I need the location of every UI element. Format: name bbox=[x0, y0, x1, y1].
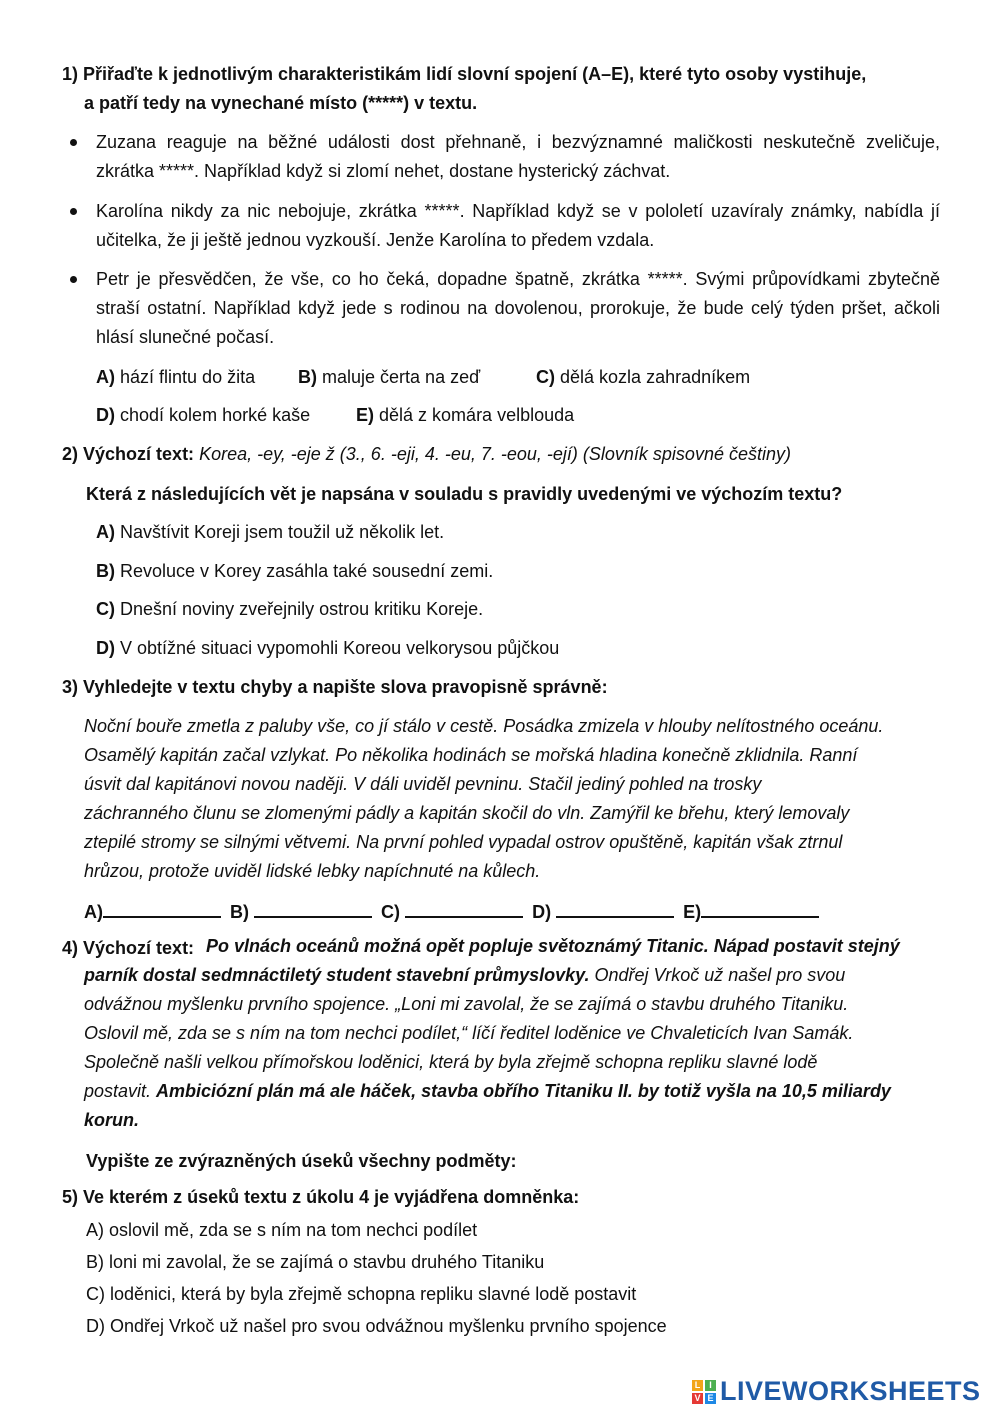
q4-text bbox=[84, 932, 940, 1135]
q3-line: hrůzou, protože uviděl lidské lebky napíchnuté na kůlech. bbox=[84, 861, 541, 881]
q1-option-c: C) dělá kozla zahradníkem bbox=[536, 367, 751, 387]
q2-question: Která z následujících vět je napsána v souladu s pravidly uvedenými ve výchozím textu? bbox=[86, 484, 843, 504]
q4-run: odvážnou myšlenku prvního spojence. „Loni mi zavolal, že se zajímá o stavbu druhého Titaniku. bbox=[84, 994, 849, 1014]
q2-option-c: C) Dnešní noviny zveřejnily ostrou kritiku Koreje. bbox=[96, 599, 484, 619]
q1-bullet-karolina bbox=[70, 197, 940, 255]
liveworksheets-wordmark: LIVEWORKSHEETS bbox=[720, 1376, 981, 1406]
answer-blank-e[interactable] bbox=[701, 898, 819, 918]
q2-option-b: B) Revoluce v Korey zasáhla také sousední zemi. bbox=[96, 561, 494, 581]
q4-run: Společně našli velkou přímořskou loděnici, která by byla zřejmě schopna repliku slavné lodě bbox=[84, 1052, 818, 1072]
q3-line: ztepilé stromy se silnými větvemi. Na první pohled vypadal ostrov opuštěně, kapitán však ztrnul bbox=[84, 832, 843, 852]
q1-option-d: D) chodí kolem horké kaše bbox=[96, 405, 311, 425]
q4-line bbox=[84, 1019, 940, 1048]
q4-highlighted-run: Po vlnách oceánů možná opět popluje světoznámý Titanic. Nápad postavit stejný bbox=[206, 936, 900, 956]
answer-blank-d[interactable] bbox=[556, 898, 674, 918]
liveworksheets-mark-icon: L I V E bbox=[692, 1380, 716, 1404]
q3-text bbox=[84, 712, 940, 886]
answer-blank-a[interactable] bbox=[103, 898, 221, 918]
liveworksheets-logo bbox=[692, 1376, 981, 1407]
q3-line: záchranného člunu se zlomenými pádly a kapitán skočil do vln. Zamýřil ke břehu, který lemovaly bbox=[84, 803, 850, 823]
q1-option-a: A) hází flintu do žita bbox=[96, 367, 256, 387]
q3-heading: 3) Vyhledejte v textu chyby a napište slova pravopisně správně: bbox=[62, 677, 608, 697]
q2-heading: 2) Výchozí text: Korea, -ey, -eje ž (3., 6. -eji, 4. -eu, 7. -eou, -ejí) (Slovník spisovné češtiny) bbox=[62, 444, 791, 464]
q1-bullet-text: Petr je přesvědčen, že vše, co ho čeká, dopadne špatně, zkrátka *****. Svými průpovídkami zbytečně straší ostatní. Například když jede s rodinou na dovolenou, prorokuje, že bude celý týden pršet, ačkoli hlásí slunečné počasí. bbox=[96, 269, 940, 347]
q1-option-e: E) dělá z komára velblouda bbox=[356, 405, 575, 425]
q3-line: Noční bouře zmetla z paluby vše, co jí stálo v cestě. Posádka zmizela v hlouby nelítostného oceánu. bbox=[84, 716, 884, 736]
q4-line bbox=[84, 990, 940, 1019]
q5-option-b: B) loni mi zavolal, že se zajímá o stavbu druhého Titaniku bbox=[86, 1252, 545, 1272]
q4-line bbox=[84, 961, 940, 990]
q1-bullet-petr bbox=[70, 265, 940, 352]
q4-line bbox=[84, 1106, 940, 1135]
q1-number: 1) bbox=[62, 64, 79, 84]
q5-option-a: A) oslovil mě, zda se s ním na tom nechci podílet bbox=[86, 1220, 478, 1240]
q5-heading: 5) Ve kterém z úseků textu z úkolu 4 je vyjádřena domněnka: bbox=[62, 1187, 580, 1207]
q4-run: Oslovil mě, zda se s ním na tom nechci podílet,“ líčí ředitel loděnice ve Chvaleticích Ivan Samák. bbox=[84, 1023, 854, 1043]
q1-option-b: B) maluje čerta na zeď bbox=[298, 367, 481, 387]
q1-title-line1: Přiřaďte k jednotlivým charakteristikám lidí slovní spojení (A–E), které tyto osoby vystihuje, bbox=[83, 64, 867, 84]
bullet-dot-icon bbox=[70, 276, 77, 283]
q3-line: Osamělý kapitán začal vzlykat. Po několika hodinách se mořská hladina konečně zklidnila. Ranní bbox=[84, 745, 858, 765]
q1-bullet-text: Zuzana reaguje na běžné události dost přehnaně, i bezvýznamné maličkosti neskutečně zveličuje, zkrátka *****. Například když si zlomí nehet, dostane hysterický záchvat. bbox=[96, 132, 940, 181]
bullet-dot-icon bbox=[70, 139, 77, 146]
q4-run: postavit. bbox=[84, 1081, 157, 1101]
answer-blank-b[interactable] bbox=[254, 898, 372, 918]
q4-line bbox=[84, 932, 940, 961]
q4-heading: 4) Výchozí text: bbox=[62, 938, 195, 958]
q2-source: Korea, -ey, -eje ž (3., 6. -eji, 4. -eu, 7. -eou, -ejí) (Slovník spisovné češtiny) bbox=[199, 444, 791, 464]
q4-highlighted-run: parník dostal sedmnáctiletý student stavební průmyslovky. bbox=[84, 965, 590, 985]
q2-option-d: D) V obtížné situaci vypomohli Koreou velkorysou půjčkou bbox=[96, 638, 560, 658]
answer-blank-c[interactable] bbox=[405, 898, 523, 918]
q1-title-line2: a patří tedy na vynechané místo (*****) v textu. bbox=[84, 93, 478, 113]
q1-heading bbox=[62, 60, 942, 118]
q2-option-a: A) Navštívit Koreji jsem toužil už několik let. bbox=[96, 522, 445, 542]
q1-bullet-zuzana bbox=[70, 128, 940, 186]
q3-answer-blanks: A) B) C) D) E) bbox=[84, 898, 823, 924]
q4-task: Vypište ze zvýrazněných úseků všechny podměty: bbox=[86, 1151, 517, 1171]
q4-highlighted-run: korun. bbox=[84, 1110, 140, 1130]
q4-run: Ondřej Vrkoč už našel pro svou bbox=[589, 965, 846, 985]
q3-line: úsvit dal kapitánovi novou naději. V dáli uviděl pevninu. Stačil jediný pohled na trosky bbox=[84, 774, 762, 794]
bullet-dot-icon bbox=[70, 208, 77, 215]
q5-option-c: C) loděnici, která by byla zřejmě schopna repliku slavné lodě postavit bbox=[86, 1284, 637, 1304]
q1-bullet-text: Karolína nikdy za nic nebojuje, zkrátka *****. Například když se v pololetí uzavíraly známky, nabídla jí učitelka, že ji ještě jednou vyzkouší. Jenže Karolína to předem vzdala. bbox=[96, 201, 940, 250]
q4-line bbox=[84, 1048, 940, 1077]
q4-line bbox=[84, 1077, 940, 1106]
q4-highlighted-run: Ambiciózní plán má ale háček, stavba obřího Titaniku II. by totiž vyšla na 10,5 miliardy bbox=[156, 1081, 891, 1101]
q5-option-d: D) Ondřej Vrkoč už našel pro svou odvážnou myšlenku prvního spojence bbox=[86, 1316, 667, 1336]
